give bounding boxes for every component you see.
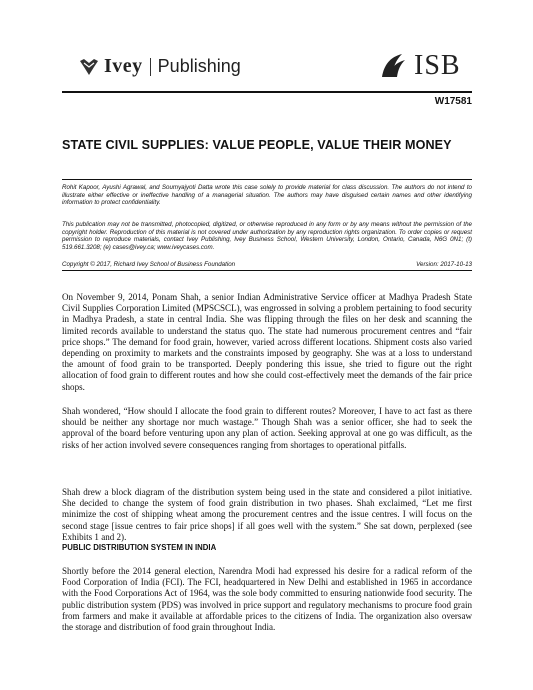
isb-brand-text: ISB: [414, 50, 461, 81]
body-paragraph: On November 9, 2014, Ponam Shah, a senior Indian Administrative Service officer at Madhya Pradesh State Civil Supplies Corporation Limited (MPSCSCL), was engrossed in solving a problem pertaining to food security in Madhya Pradesh, a state in central India. She was flipping through the files on her desk and scanning the limited records available to understand the status quo. The state had numerous procurement centres and “fair price shops.” The demand for food grain, however, varied across different locations. Shipment costs also varied depending on proximity to markets and the constraints imposed by geography. She was at a loss to understand the amount of food grain to be transported. Deeply pondering this issue, she tried to figure out the right allocation of food grain to different routes and how she could cost-effectively meet the demands of the fair price shops.: [62, 292, 472, 392]
case-title: STATE CIVIL SUPPLIES: VALUE PEOPLE, VALUE THEIR MONEY: [62, 138, 452, 152]
copyright-line: [62, 261, 472, 268]
section-heading: PUBLIC DISTRIBUTION SYSTEM IN INDIA: [62, 543, 217, 552]
logo-separator: [150, 58, 151, 76]
permission-note: This publication may not be transmitted, photocopied, digitized, or otherwise reproduced in any form or by any means without the permission of the copyright holder. Reproduction of this material is not covered under authorization by any reproduction rights organization. To order copies or request permission to reproduce materials, contact Ivey Publishing, Ivey Business School, Western University, London, Ontario, Canada, N6G 0N1; (t) 519.661.3208; (e) cases@ivey.ca; www.iveycases.com.: [62, 221, 472, 251]
copyright-text: Copyright © 2017, Richard Ivey School of Business Foundation: [62, 261, 236, 268]
case-number: W17581: [434, 96, 472, 107]
publishing-text: Publishing: [157, 56, 241, 76]
ivey-crest-icon: [78, 57, 100, 77]
divider: [62, 270, 472, 271]
authors-note: Rohit Kapoor, Ayushi Agrawal, and Soumyajyoti Datta wrote this case solely to provide material for class discussion. The authors do not intend to illustrate either effective or ineffective handling of a managerial situation. The authors may have disguised certain names and other identifying information to protect confidentiality.: [62, 184, 472, 207]
body-paragraph: Shah drew a block diagram of the distribution system being used in the state and considered a pilot initiative. She decided to change the system of food grain distribution in two phases. Shah exclaimed, “Let me first minimize the cost of shipping wheat among the procurement centres and the issue centres. I will focus on the second stage [issue centres to fair price shops] if all goes well with the system.” She sat down, perplexed (see Exhibits 1 and 2).: [62, 487, 472, 542]
body-paragraph: Shah wondered, “How should I allocate the food grain to different routes? Moreover, I have to act fast as there should be neither any shortage nor much wastage.” Though Shah was a senior officer, she had to seek the approval of the board before venturing upon any plan of action. Seeking approval at one go was difficult, as the risks of her action involved severe consequences ranging from shortages to operational pitfalls.: [62, 406, 472, 450]
ivey-publishing-logo: [78, 55, 241, 78]
header-rule: [62, 91, 472, 93]
isb-emblem-icon: [378, 51, 408, 81]
ivey-brand-text: Ivey: [104, 55, 143, 77]
body-paragraph: Shortly before the 2014 general election, Narendra Modi had expressed his desire for a radical reform of the Food Corporation of India (FCI). The FCI, headquartered in New Delhi and established in 1965 in accordance with the Food Corporations Act of 1964, was the sole body committed to ensuring nationwide food security. The public distribution system (PDS) was involved in price support and regulatory mechanisms to procure food grain from farmers and make it available at affordable prices to the citizens of India. The organization also oversaw the storage and distribution of food grain throughout India.: [62, 566, 472, 633]
isb-logo: [378, 50, 461, 82]
divider: [62, 179, 472, 180]
version-text: Version: 2017-10-13: [416, 261, 472, 268]
